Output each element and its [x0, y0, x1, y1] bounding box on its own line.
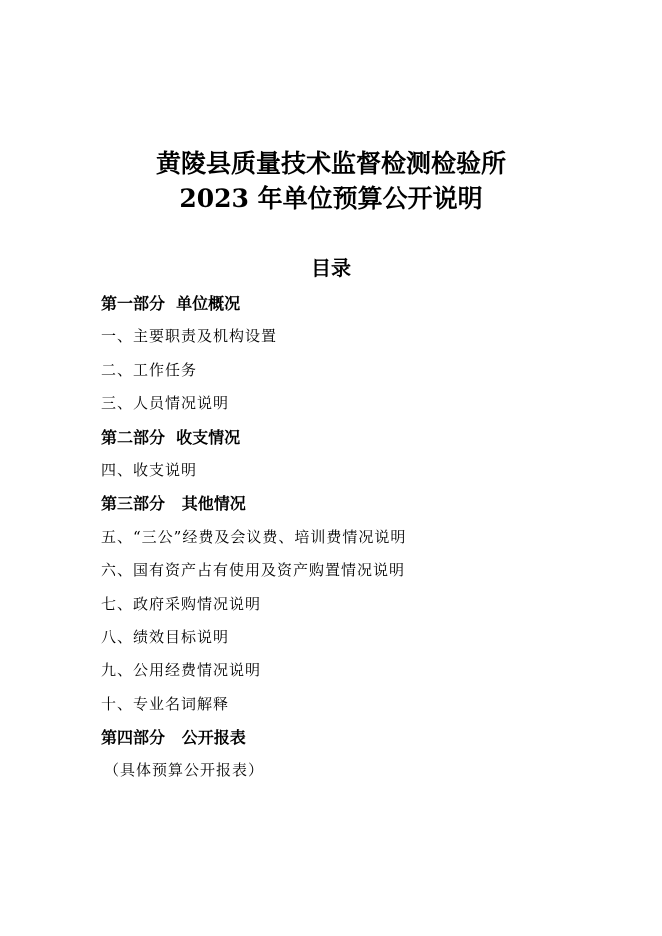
- document-title-line-1: 黄陵县质量技术监督检测检验所: [155, 149, 506, 178]
- toc-item-8: 八、绩效目标说明: [101, 627, 230, 646]
- toc-item-2: 二、工作任务: [101, 360, 198, 379]
- toc-part-1: 第一部分 单位概况: [101, 294, 241, 313]
- document-title-line-2: 2023 年单位预算公开说明: [179, 184, 483, 213]
- toc-part-2: 第二部分 收支情况: [101, 427, 241, 447]
- toc-item-7: 七、政府采购情况说明: [101, 594, 262, 613]
- table-of-contents: [101, 287, 601, 788]
- toc-heading: 目录: [311, 256, 351, 280]
- toc-item-3: 三、人员情况说明: [101, 394, 230, 413]
- toc-item-4: 四、收支说明: [101, 460, 198, 479]
- toc-note: （具体预算公开报表）: [104, 761, 265, 780]
- toc-item-6: 六、国有资产占有使用及资产购置情况说明: [101, 561, 406, 580]
- toc-item-1: 一、主要职责及机构设置: [101, 327, 278, 346]
- toc-item-9: 九、公用经费情况说明: [101, 661, 262, 680]
- toc-item-10: 十、专业名词解释: [101, 694, 230, 713]
- toc-item-5: 五、“三公”经费及会议费、培训费情况说明: [101, 527, 407, 546]
- toc-part-4: 第四部分 公开报表: [101, 728, 246, 748]
- toc-part-3: 第三部分 其他情况: [101, 494, 246, 514]
